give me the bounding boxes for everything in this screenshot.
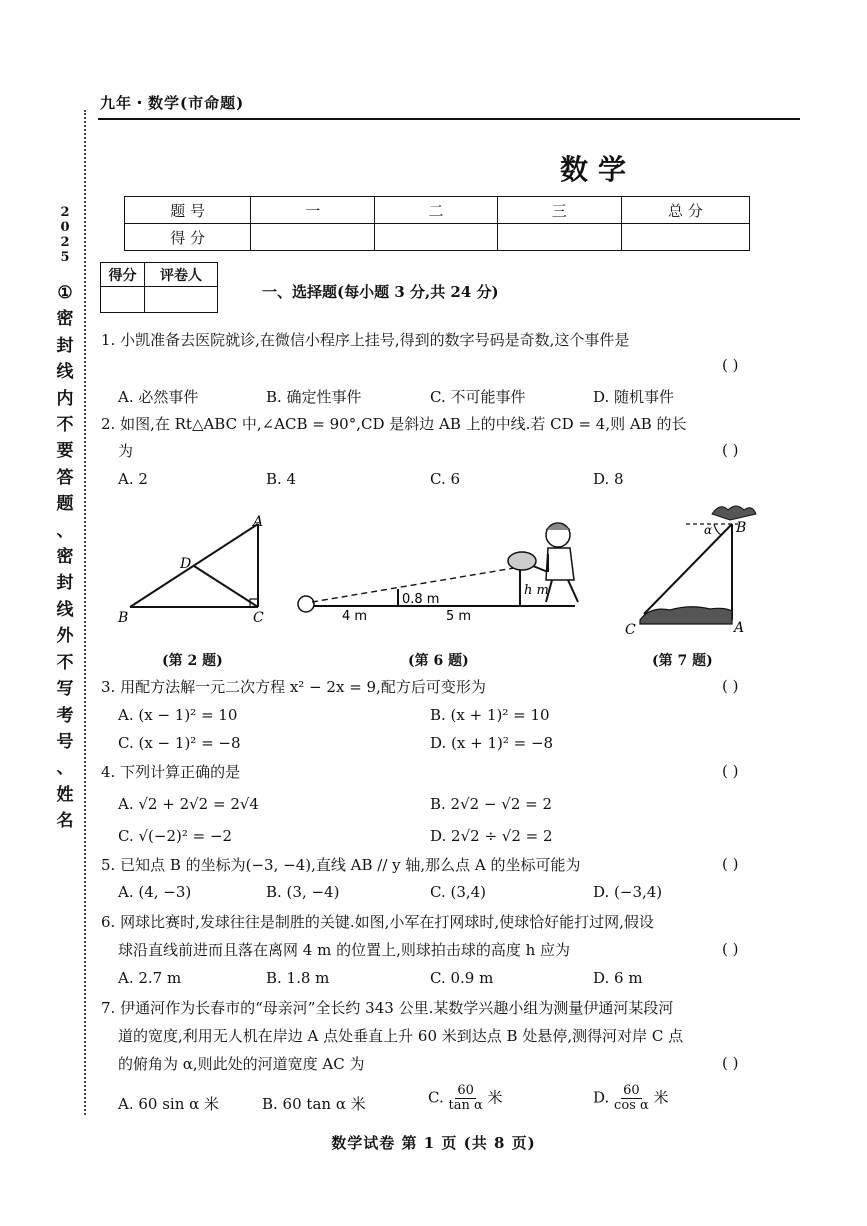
q2-option-d: D. 8 — [593, 470, 624, 488]
notice-char: 封 — [56, 335, 74, 356]
notice-char: 写 — [56, 679, 74, 700]
question-3-text: 3. 用配方法解一元二次方程 x² − 2x = 9,配方后可变形为 — [101, 678, 486, 696]
score-cell[interactable] — [251, 224, 375, 251]
q7-option-c — [428, 1084, 503, 1113]
score-header-cell: 题 号 — [125, 197, 251, 224]
notice-char: 内 — [56, 388, 74, 409]
q6-option-b: B. 1.8 m — [266, 969, 330, 987]
notice-char: 考 — [56, 705, 74, 726]
score-header-cell: 三 — [497, 197, 621, 224]
fraction-denominator: cos α — [614, 1098, 649, 1113]
answer-paren[interactable]: ( ) — [722, 677, 739, 695]
q1-option-c: C. 不可能事件 — [430, 388, 526, 406]
q7-option-a: A. 60 sin α 米 — [118, 1095, 220, 1113]
score-cell[interactable] — [375, 224, 497, 251]
grader-score-cell[interactable] — [101, 287, 145, 313]
question-2-text: 2. 如图,在 Rt△ABC 中,∠ACB = 90°,CD 是斜边 AB 上的中线.若 CD = 4,则 AB 的长 — [101, 415, 687, 433]
q4-option-c: C. √(−2)² = −2 — [118, 827, 233, 845]
q1-option-a: A. 必然事件 — [118, 388, 199, 406]
side-year — [56, 205, 74, 265]
fig2-label-c: C — [253, 610, 264, 626]
notice-char: 密 — [56, 309, 74, 330]
q5-option-a: A. (4, −3) — [118, 883, 192, 901]
figure-6-tennis — [290, 510, 600, 630]
fraction-numerator: 60 — [623, 1083, 640, 1098]
question-1-text: 1. 小凯准备去医院就诊,在微信小程序上挂号,得到的数字号码是奇数,这个事件是 — [101, 331, 630, 349]
question-6-text: 6. 网球比赛时,发球往往是制胜的关键.如图,小军在打网球时,使球恰好能打过网,假设 — [101, 913, 654, 931]
q1-option-d: D. 随机事件 — [593, 388, 675, 406]
notice-char: 名 — [56, 811, 74, 832]
question-7-text: 7. 伊通河作为长春市的“母亲河”全长约 343 公里.某数学兴趣小组为测量伊通河某段河 — [101, 999, 674, 1017]
q6-option-a: A. 2.7 m — [118, 969, 182, 987]
section-title: 一、选择题(每小题 3 分,共 24 分) — [262, 283, 499, 301]
fig7-label-alpha: α — [704, 523, 713, 537]
figure-7-caption: (第 7 题) — [652, 653, 713, 669]
q4-option-b: B. 2√2 − √2 = 2 — [430, 795, 553, 813]
year-digit: 2 — [60, 235, 70, 250]
q6-option-d: D. 6 m — [593, 969, 643, 987]
fig7-label-a: A — [734, 620, 745, 636]
answer-paren[interactable]: ( ) — [722, 762, 739, 780]
q7-option-c-prefix: C. — [428, 1088, 444, 1107]
figure-2-caption: (第 2 题) — [162, 653, 223, 669]
notice-char: 姓 — [56, 784, 74, 805]
question-6-text-cont: 球沿直线前进而且落在离网 4 m 的位置上,则球拍击球的高度 h 应为 — [118, 941, 571, 959]
notice-char: 线 — [56, 599, 74, 620]
exam-header: 九年・数学(市命题) — [100, 94, 245, 112]
notice-char: 不 — [56, 652, 74, 673]
page-footer: 数学试卷 第 1 页 (共 8 页) — [331, 1134, 536, 1152]
question-7-text-cont: 道的宽度,利用无人机在岸边 A 点处垂直上升 60 米到达点 B 处悬停,测得河对岸 C 点 — [118, 1027, 684, 1045]
year-digit: 2 — [60, 205, 70, 220]
q7-option-c-unit: 米 — [487, 1088, 503, 1107]
fraction-denominator: tan α — [448, 1098, 483, 1113]
q7-option-b: B. 60 tan α 米 — [262, 1095, 366, 1113]
answer-paren[interactable]: ( ) — [722, 356, 739, 374]
grader-score-label: 得分 — [101, 263, 145, 287]
answer-paren[interactable]: ( ) — [722, 855, 739, 873]
figure-7-drone — [620, 498, 770, 638]
binding-line-notice — [54, 280, 76, 835]
q7-option-d — [593, 1084, 669, 1113]
q4-option-d: D. 2√2 ÷ √2 = 2 — [430, 827, 553, 845]
notice-char: 、 — [56, 520, 74, 541]
notice-char: 要 — [56, 441, 74, 462]
notice-char: 不 — [56, 415, 74, 436]
fraction-numerator: 60 — [457, 1083, 474, 1098]
grader-box — [100, 262, 218, 313]
score-cell[interactable] — [497, 224, 621, 251]
answer-paren[interactable]: ( ) — [722, 1054, 739, 1072]
q6-option-c: C. 0.9 m — [430, 969, 494, 987]
score-cell[interactable] — [621, 224, 749, 251]
score-header-cell: 一 — [251, 197, 375, 224]
q3-option-d: D. (x + 1)² = −8 — [430, 734, 554, 752]
question-5-text: 5. 已知点 B 的坐标为(−3, −4),直线 AB // y 轴,那么点 A 的坐标可能为 — [101, 856, 581, 874]
q1-option-b: B. 确定性事件 — [266, 388, 362, 406]
q7-option-c-fraction — [449, 1084, 483, 1113]
fig6-dist-5: 5 m — [446, 609, 472, 624]
fig2-label-b: B — [118, 610, 129, 626]
binding-dotted-line — [84, 110, 86, 1115]
fig6-dist-4: 4 m — [342, 609, 368, 624]
q5-option-c: C. (3,4) — [430, 883, 487, 901]
score-row-label: 得 分 — [125, 224, 251, 251]
q5-option-b: B. (3, −4) — [266, 883, 340, 901]
q5-option-d: D. (−3,4) — [593, 883, 663, 901]
fig7-label-c: C — [625, 622, 636, 638]
answer-paren[interactable]: ( ) — [722, 441, 739, 459]
score-table — [124, 196, 750, 251]
fig2-label-a: A — [253, 514, 264, 530]
notice-char: 、 — [56, 758, 74, 779]
figure-6-caption: (第 6 题) — [408, 653, 469, 669]
question-4-text: 4. 下列计算正确的是 — [101, 763, 241, 781]
year-digit: 5 — [60, 250, 70, 265]
q3-option-a: A. (x − 1)² = 10 — [118, 706, 238, 724]
fig6-net-label: 0.8 m — [402, 592, 440, 607]
q2-option-c: C. 6 — [430, 470, 461, 488]
notice-char: 题 — [56, 494, 74, 515]
notice-char: 密 — [56, 547, 74, 568]
grader-name-label: 评卷人 — [145, 263, 218, 287]
q7-option-d-prefix: D. — [593, 1088, 610, 1107]
notice-circle: ① — [57, 283, 73, 303]
fig2-label-d: D — [180, 556, 192, 572]
answer-paren[interactable]: ( ) — [722, 940, 739, 958]
question-7-text-cont2: 的俯角为 α,则此处的河道宽度 AC 为 — [118, 1055, 365, 1073]
grader-name-cell[interactable] — [145, 287, 218, 313]
header-rule — [98, 118, 800, 120]
q4-option-a: A. √2 + 2√2 = 2√4 — [118, 795, 259, 813]
notice-char: 线 — [56, 362, 74, 383]
notice-char: 号 — [56, 731, 74, 752]
score-header-cell: 二 — [375, 197, 497, 224]
score-header-cell: 总 分 — [621, 197, 749, 224]
year-digit: 0 — [60, 220, 70, 235]
fig6-h-label: h m — [524, 583, 549, 598]
q3-option-c: C. (x − 1)² = −8 — [118, 734, 241, 752]
q7-option-d-unit: 米 — [653, 1088, 669, 1107]
exam-title: 数学 — [560, 153, 637, 186]
figure-2-triangle — [110, 510, 280, 630]
q3-option-b: B. (x + 1)² = 10 — [430, 706, 550, 724]
q2-option-b: B. 4 — [266, 470, 297, 488]
notice-char: 答 — [56, 467, 74, 488]
notice-char: 外 — [56, 626, 74, 647]
fig7-label-b: B — [736, 520, 747, 536]
q7-option-d-fraction — [614, 1084, 649, 1113]
notice-char: 封 — [56, 573, 74, 594]
q2-option-a: A. 2 — [118, 470, 148, 488]
question-2-text-cont: 为 — [118, 442, 134, 460]
